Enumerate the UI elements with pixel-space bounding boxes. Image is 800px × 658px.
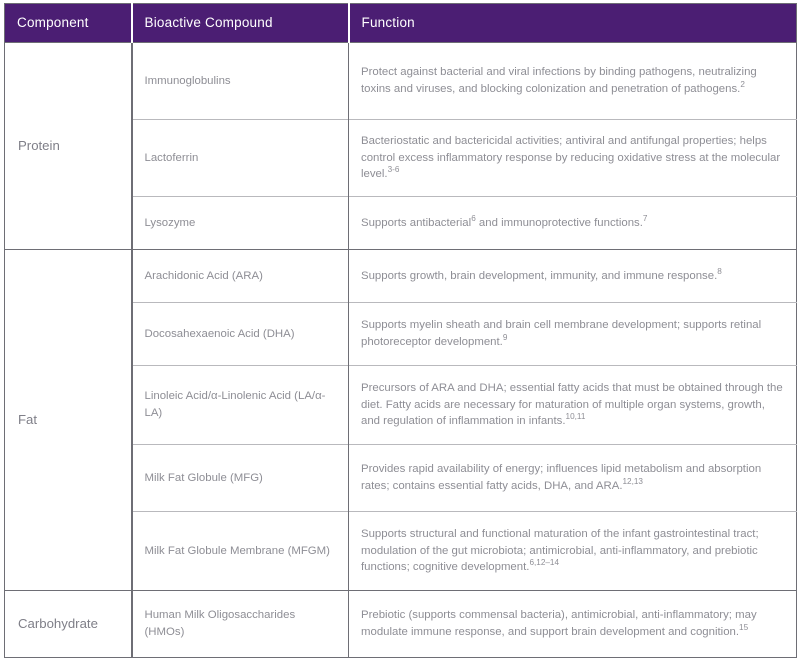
function-lactoferrin xyxy=(349,120,797,197)
citation-superscript: 6,12–14 xyxy=(529,558,560,568)
compound-linoleic-alpha-linolenic-acid: Linoleic Acid/α-Linolenic Acid (LA/α-LA) xyxy=(132,366,349,445)
table-header xyxy=(5,4,797,43)
citation-superscript: 12,13 xyxy=(622,477,643,487)
compound-immunoglobulins: Immunoglobulins xyxy=(132,43,349,120)
function-milk-fat-globule xyxy=(349,445,797,512)
function-immunoglobulins xyxy=(349,43,797,120)
compound-lactoferrin: Lactoferrin xyxy=(132,120,349,197)
table-header-row xyxy=(5,4,797,43)
function-text-part-1: Supports antibacterial xyxy=(361,216,472,229)
citation-superscript: 15 xyxy=(739,623,749,633)
citation-superscript: 10,11 xyxy=(565,412,586,422)
function-text: Supports growth, brain development, immunity, and immune response. xyxy=(361,269,718,282)
function-text: Provides rapid availability of energy; influences lipid metabolism and absorption rates; contains essential fatty acids, DHA, and ARA. xyxy=(361,463,762,492)
citation-superscript: 3-6 xyxy=(387,165,400,175)
table-body xyxy=(5,43,797,658)
compound-human-milk-oligosaccharides: Human Milk Oligosaccharides (HMOs) xyxy=(132,591,349,658)
citation-superscript: 2 xyxy=(740,80,745,90)
function-text: Bacteriostatic and bactericidal activities; antiviral and antifungal properties; helps control excess inflammatory response by reducing oxidative stress at the molecular level. xyxy=(361,135,781,181)
component-label-carbohydrate: Carbohydrate xyxy=(5,591,132,658)
function-docosahexaenoic-acid xyxy=(349,303,797,366)
function-text-part-2: and immunoprotective functions. xyxy=(475,216,643,229)
column-header-component: Component xyxy=(5,4,132,43)
compound-docosahexaenoic-acid: Docosahexaenoic Acid (DHA) xyxy=(132,303,349,366)
function-text: Supports myelin sheath and brain cell membrane development; supports retinal photoreceptor development. xyxy=(361,319,762,348)
compound-lysozyme: Lysozyme xyxy=(132,197,349,250)
table-row xyxy=(5,591,797,658)
compound-arachidonic-acid: Arachidonic Acid (ARA) xyxy=(132,250,349,303)
table-row xyxy=(5,250,797,303)
column-header-bioactive-compound: Bioactive Compound xyxy=(132,4,349,43)
human-milk-bioactive-components-table xyxy=(4,3,797,658)
component-label-protein: Protein xyxy=(5,43,132,250)
function-lysozyme xyxy=(349,197,797,250)
function-arachidonic-acid xyxy=(349,250,797,303)
citation-superscript-inline: 6 xyxy=(471,213,476,223)
compound-milk-fat-globule-membrane: Milk Fat Globule Membrane (MFGM) xyxy=(132,512,349,591)
citation-superscript: 9 xyxy=(502,333,508,343)
table-row xyxy=(5,43,797,120)
function-text: Precursors of ARA and DHA; essential fatty acids that must be obtained through the diet. Fatty acids are necessary for maturation of multiple organ systems, growth, and regulation of inflammation in infants. xyxy=(361,382,783,428)
function-milk-fat-globule-membrane xyxy=(349,512,797,591)
function-human-milk-oligosaccharides xyxy=(349,591,797,658)
citation-superscript: 8 xyxy=(717,266,722,276)
component-label-fat: Fat xyxy=(5,250,132,591)
citation-superscript: 7 xyxy=(642,213,648,223)
function-text: Supports structural and functional maturation of the infant gastrointestinal tract; modulation of the gut microbiota; antimicrobial, anti-inflammatory, and prebiotic functions; cognitive development. xyxy=(361,528,759,574)
column-header-function: Function xyxy=(349,4,797,43)
function-linoleic-alpha-linolenic-acid xyxy=(349,366,797,445)
function-text: Protect against bacterial and viral infections by binding pathogens, neutralizing toxins and viruses, and blocking colonization and penetration of pathogens. xyxy=(361,66,757,95)
compound-milk-fat-globule: Milk Fat Globule (MFG) xyxy=(132,445,349,512)
function-text: Prebiotic (supports commensal bacteria), antimicrobial, anti-inflammatory; may modulate immune response, and support brain development and cognition. xyxy=(361,609,757,638)
